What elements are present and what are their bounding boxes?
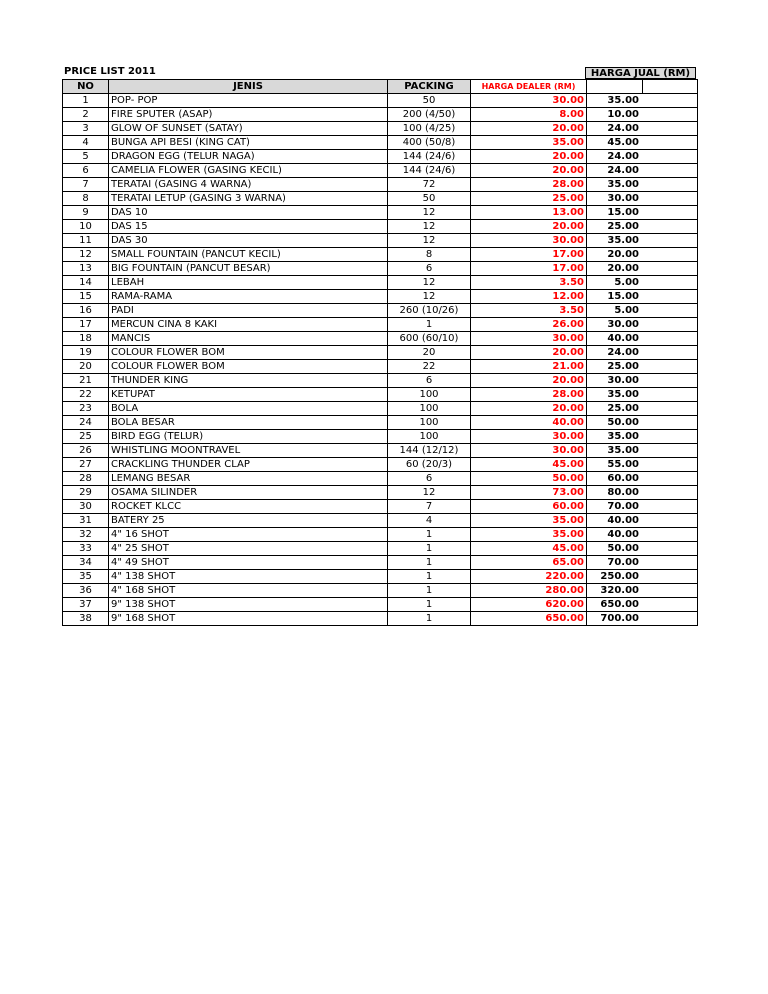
cell-jenis: LEMANG BESAR — [109, 472, 388, 486]
cell-harga-jual: 25.00 — [587, 360, 698, 374]
cell-no: 33 — [63, 542, 109, 556]
cell-no: 13 — [63, 262, 109, 276]
cell-jenis: CAMELIA FLOWER (GASING KECIL) — [109, 164, 388, 178]
cell-dealer-price: 73.00 — [471, 486, 587, 500]
cell-packing: 1 — [388, 584, 471, 598]
cell-harga-jual: 30.00 — [587, 318, 698, 332]
table-row — [63, 248, 698, 262]
cell-packing: 1 — [388, 612, 471, 626]
cell-packing: 100 — [388, 416, 471, 430]
cell-no: 20 — [63, 360, 109, 374]
cell-dealer-price: 25.00 — [471, 192, 587, 206]
cell-harga-jual: 25.00 — [587, 402, 698, 416]
table-row — [63, 598, 698, 612]
table-row — [63, 262, 698, 276]
cell-dealer-price: 30.00 — [471, 444, 587, 458]
cell-packing: 60 (20/3) — [388, 458, 471, 472]
cell-harga-jual: 10.00 — [587, 108, 698, 122]
cell-no: 10 — [63, 220, 109, 234]
cell-jenis: FIRE SPUTER (ASAP) — [109, 108, 388, 122]
cell-no: 26 — [63, 444, 109, 458]
table-row — [63, 108, 698, 122]
cell-dealer-price: 3.50 — [471, 304, 587, 318]
cell-packing: 100 (4/25) — [388, 122, 471, 136]
cell-jenis: DAS 10 — [109, 206, 388, 220]
table-row — [63, 122, 698, 136]
cell-jenis: DAS 30 — [109, 234, 388, 248]
table-row — [63, 570, 698, 584]
cell-harga-jual: 40.00 — [587, 514, 698, 528]
cell-harga-jual: 50.00 — [587, 416, 698, 430]
cell-jenis: KETUPAT — [109, 388, 388, 402]
cell-harga-jual: 40.00 — [587, 528, 698, 542]
cell-packing: 72 — [388, 178, 471, 192]
cell-jenis: COLOUR FLOWER BOM — [109, 360, 388, 374]
cell-dealer-price: 12.00 — [471, 290, 587, 304]
cell-dealer-price: 8.00 — [471, 108, 587, 122]
cell-packing: 144 (24/6) — [388, 164, 471, 178]
table-row — [63, 360, 698, 374]
cell-dealer-price: 45.00 — [471, 458, 587, 472]
cell-harga-jual: 24.00 — [587, 346, 698, 360]
table-row — [63, 178, 698, 192]
table-row — [63, 290, 698, 304]
table-row — [63, 444, 698, 458]
cell-jenis: COLOUR FLOWER BOM — [109, 346, 388, 360]
cell-dealer-price: 20.00 — [471, 220, 587, 234]
cell-harga-jual: 15.00 — [587, 290, 698, 304]
cell-jenis: WHISTLING MOONTRAVEL — [109, 444, 388, 458]
cell-dealer-price: 60.00 — [471, 500, 587, 514]
cell-packing: 6 — [388, 472, 471, 486]
cell-harga-jual: 35.00 — [587, 444, 698, 458]
table-row — [63, 150, 698, 164]
table-row — [63, 388, 698, 402]
cell-dealer-price: 30.00 — [471, 430, 587, 444]
cell-dealer-price: 17.00 — [471, 248, 587, 262]
cell-dealer-price: 280.00 — [471, 584, 587, 598]
table-row — [63, 416, 698, 430]
cell-no: 3 — [63, 122, 109, 136]
cell-packing: 12 — [388, 234, 471, 248]
cell-harga-jual: 30.00 — [587, 374, 698, 388]
column-header-no: NO — [63, 80, 109, 94]
cell-harga-jual: 24.00 — [587, 122, 698, 136]
cell-harga-jual: 320.00 — [587, 584, 698, 598]
cell-packing: 1 — [388, 556, 471, 570]
cell-no: 19 — [63, 346, 109, 360]
column-header-jual-blank-2 — [643, 80, 698, 94]
cell-jenis: TERATAI (GASING 4 WARNA) — [109, 178, 388, 192]
cell-jenis: BATERY 25 — [109, 514, 388, 528]
cell-dealer-price: 35.00 — [471, 528, 587, 542]
cell-packing: 50 — [388, 94, 471, 108]
cell-dealer-price: 13.00 — [471, 206, 587, 220]
cell-no: 29 — [63, 486, 109, 500]
cell-dealer-price: 30.00 — [471, 234, 587, 248]
cell-harga-jual: 5.00 — [587, 304, 698, 318]
cell-packing: 6 — [388, 262, 471, 276]
cell-jenis: THUNDER KING — [109, 374, 388, 388]
cell-packing: 20 — [388, 346, 471, 360]
table-row — [63, 332, 698, 346]
cell-packing: 12 — [388, 290, 471, 304]
cell-harga-jual: 35.00 — [587, 430, 698, 444]
cell-packing: 7 — [388, 500, 471, 514]
table-row — [63, 374, 698, 388]
cell-harga-jual: 20.00 — [587, 262, 698, 276]
cell-dealer-price: 3.50 — [471, 276, 587, 290]
table-row — [63, 234, 698, 248]
cell-jenis: LEBAH — [109, 276, 388, 290]
cell-no: 9 — [63, 206, 109, 220]
cell-no: 21 — [63, 374, 109, 388]
cell-harga-jual: 80.00 — [587, 486, 698, 500]
cell-dealer-price: 30.00 — [471, 332, 587, 346]
cell-harga-jual: 20.00 — [587, 248, 698, 262]
cell-no: 34 — [63, 556, 109, 570]
cell-packing: 1 — [388, 528, 471, 542]
table-row — [63, 136, 698, 150]
cell-packing: 100 — [388, 388, 471, 402]
cell-dealer-price: 65.00 — [471, 556, 587, 570]
cell-harga-jual: 25.00 — [587, 220, 698, 234]
cell-jenis: MERCUN CINA 8 KAKI — [109, 318, 388, 332]
cell-jenis: 4" 138 SHOT — [109, 570, 388, 584]
cell-no: 24 — [63, 416, 109, 430]
cell-no: 25 — [63, 430, 109, 444]
cell-harga-jual: 15.00 — [587, 206, 698, 220]
cell-jenis: ROCKET KLCC — [109, 500, 388, 514]
cell-no: 15 — [63, 290, 109, 304]
cell-harga-jual: 24.00 — [587, 164, 698, 178]
table-row — [63, 528, 698, 542]
cell-jenis: TERATAI LETUP (GASING 3 WARNA) — [109, 192, 388, 206]
column-header-jenis: JENIS — [109, 80, 388, 94]
cell-harga-jual: 40.00 — [587, 332, 698, 346]
cell-harga-jual: 250.00 — [587, 570, 698, 584]
table-row — [63, 206, 698, 220]
cell-no: 31 — [63, 514, 109, 528]
cell-packing: 100 — [388, 402, 471, 416]
cell-dealer-price: 28.00 — [471, 388, 587, 402]
cell-jenis: BOLA — [109, 402, 388, 416]
cell-dealer-price: 20.00 — [471, 164, 587, 178]
cell-harga-jual: 55.00 — [587, 458, 698, 472]
table-header-row — [63, 80, 698, 94]
cell-no: 23 — [63, 402, 109, 416]
cell-jenis: CRACKLING THUNDER CLAP — [109, 458, 388, 472]
cell-dealer-price: 20.00 — [471, 402, 587, 416]
cell-harga-jual: 5.00 — [587, 276, 698, 290]
cell-jenis: SMALL FOUNTAIN (PANCUT KECIL) — [109, 248, 388, 262]
cell-harga-jual: 24.00 — [587, 150, 698, 164]
cell-packing: 144 (24/6) — [388, 150, 471, 164]
harga-jual-header: HARGA JUAL (RM) — [585, 67, 696, 79]
cell-packing: 50 — [388, 192, 471, 206]
cell-jenis: RAMA-RAMA — [109, 290, 388, 304]
cell-no: 18 — [63, 332, 109, 346]
cell-no: 17 — [63, 318, 109, 332]
cell-jenis: 4" 16 SHOT — [109, 528, 388, 542]
cell-dealer-price: 21.00 — [471, 360, 587, 374]
cell-no: 5 — [63, 150, 109, 164]
cell-dealer-price: 35.00 — [471, 136, 587, 150]
cell-jenis: BIRD EGG (TELUR) — [109, 430, 388, 444]
cell-dealer-price: 26.00 — [471, 318, 587, 332]
cell-no: 35 — [63, 570, 109, 584]
cell-jenis: GLOW OF SUNSET (SATAY) — [109, 122, 388, 136]
cell-no: 28 — [63, 472, 109, 486]
cell-no: 37 — [63, 598, 109, 612]
cell-harga-jual: 70.00 — [587, 556, 698, 570]
cell-harga-jual: 35.00 — [587, 234, 698, 248]
cell-jenis: 9" 168 SHOT — [109, 612, 388, 626]
cell-packing: 200 (4/50) — [388, 108, 471, 122]
table-row — [63, 402, 698, 416]
table-row — [63, 346, 698, 360]
cell-jenis: 9" 138 SHOT — [109, 598, 388, 612]
table-row — [63, 472, 698, 486]
column-header-packing: PACKING — [388, 80, 471, 94]
cell-no: 8 — [63, 192, 109, 206]
cell-packing: 400 (50/8) — [388, 136, 471, 150]
cell-harga-jual: 35.00 — [587, 94, 698, 108]
cell-dealer-price: 28.00 — [471, 178, 587, 192]
cell-packing: 100 — [388, 430, 471, 444]
table-row — [63, 164, 698, 178]
cell-dealer-price: 20.00 — [471, 374, 587, 388]
table-row — [63, 542, 698, 556]
cell-no: 22 — [63, 388, 109, 402]
cell-no: 2 — [63, 108, 109, 122]
cell-harga-jual: 35.00 — [587, 388, 698, 402]
cell-dealer-price: 17.00 — [471, 262, 587, 276]
page-title: PRICE LIST 2011 — [64, 66, 156, 77]
column-header-dealer: HARGA DEALER (RM) — [471, 80, 587, 94]
cell-jenis: MANCIS — [109, 332, 388, 346]
cell-packing: 4 — [388, 514, 471, 528]
table-row — [63, 94, 698, 108]
cell-no: 1 — [63, 94, 109, 108]
cell-jenis: BOLA BESAR — [109, 416, 388, 430]
cell-harga-jual: 650.00 — [587, 598, 698, 612]
cell-dealer-price: 50.00 — [471, 472, 587, 486]
cell-no: 4 — [63, 136, 109, 150]
cell-dealer-price: 620.00 — [471, 598, 587, 612]
cell-packing: 1 — [388, 570, 471, 584]
cell-packing: 1 — [388, 598, 471, 612]
table-row — [63, 514, 698, 528]
cell-dealer-price: 45.00 — [471, 542, 587, 556]
cell-harga-jual: 700.00 — [587, 612, 698, 626]
cell-no: 38 — [63, 612, 109, 626]
table-row — [63, 556, 698, 570]
cell-jenis: 4" 168 SHOT — [109, 584, 388, 598]
cell-harga-jual: 35.00 — [587, 178, 698, 192]
cell-no: 16 — [63, 304, 109, 318]
cell-harga-jual: 50.00 — [587, 542, 698, 556]
cell-dealer-price: 220.00 — [471, 570, 587, 584]
table-row — [63, 612, 698, 626]
cell-dealer-price: 40.00 — [471, 416, 587, 430]
cell-dealer-price: 35.00 — [471, 514, 587, 528]
cell-packing: 6 — [388, 374, 471, 388]
cell-packing: 12 — [388, 486, 471, 500]
cell-no: 30 — [63, 500, 109, 514]
cell-harga-jual: 45.00 — [587, 136, 698, 150]
cell-dealer-price: 20.00 — [471, 122, 587, 136]
cell-jenis: POP- POP — [109, 94, 388, 108]
cell-packing: 22 — [388, 360, 471, 374]
cell-dealer-price: 20.00 — [471, 150, 587, 164]
table-row — [63, 318, 698, 332]
table-row — [63, 220, 698, 234]
cell-no: 11 — [63, 234, 109, 248]
cell-jenis: OSAMA SILINDER — [109, 486, 388, 500]
cell-no: 7 — [63, 178, 109, 192]
cell-dealer-price: 30.00 — [471, 94, 587, 108]
cell-no: 6 — [63, 164, 109, 178]
table-row — [63, 500, 698, 514]
cell-no: 32 — [63, 528, 109, 542]
cell-packing: 144 (12/12) — [388, 444, 471, 458]
cell-jenis: DAS 15 — [109, 220, 388, 234]
cell-packing: 8 — [388, 248, 471, 262]
cell-jenis: 4" 25 SHOT — [109, 542, 388, 556]
table-row — [63, 458, 698, 472]
cell-packing: 1 — [388, 318, 471, 332]
price-table — [62, 79, 698, 626]
table-row — [63, 584, 698, 598]
cell-no: 14 — [63, 276, 109, 290]
cell-jenis: PADI — [109, 304, 388, 318]
table-row — [63, 486, 698, 500]
cell-packing: 600 (60/10) — [388, 332, 471, 346]
table-row — [63, 304, 698, 318]
cell-jenis: 4" 49 SHOT — [109, 556, 388, 570]
cell-packing: 1 — [388, 542, 471, 556]
cell-packing: 12 — [388, 206, 471, 220]
cell-packing: 12 — [388, 220, 471, 234]
table-row — [63, 276, 698, 290]
cell-no: 12 — [63, 248, 109, 262]
cell-harga-jual: 60.00 — [587, 472, 698, 486]
column-header-jual-blank-1 — [587, 80, 643, 94]
cell-packing: 12 — [388, 276, 471, 290]
cell-no: 36 — [63, 584, 109, 598]
cell-dealer-price: 650.00 — [471, 612, 587, 626]
cell-jenis: BUNGA API BESI (KING CAT) — [109, 136, 388, 150]
cell-jenis: BIG FOUNTAIN (PANCUT BESAR) — [109, 262, 388, 276]
cell-jenis: DRAGON EGG (TELUR NAGA) — [109, 150, 388, 164]
cell-dealer-price: 20.00 — [471, 346, 587, 360]
cell-harga-jual: 30.00 — [587, 192, 698, 206]
cell-packing: 260 (10/26) — [388, 304, 471, 318]
table-row — [63, 430, 698, 444]
cell-no: 27 — [63, 458, 109, 472]
cell-harga-jual: 70.00 — [587, 500, 698, 514]
table-row — [63, 192, 698, 206]
